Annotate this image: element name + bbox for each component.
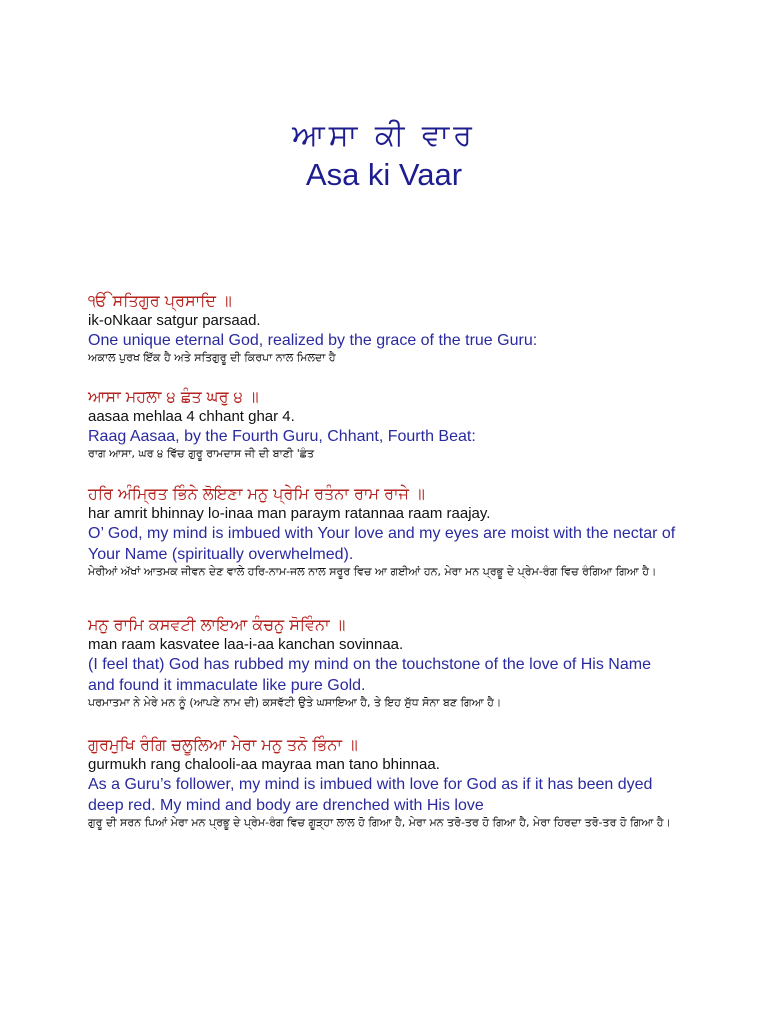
verse-punjabi-explanation: ਰਾਗ ਆਸਾ, ਘਰ ੪ ਵਿੱਚ ਗੁਰੂ ਰਾਮਦਾਸ ਜੀ ਦੀ ਬਾਣੀ 'ਛੰਤ [88, 447, 314, 460]
title-gurmukhi: ਆਸਾ ਕੀ ਵਾਰ [292, 118, 476, 153]
title-english: Asa ki Vaar [305, 157, 463, 192]
verse-transliteration: aasaa mehlaa 4 chhant ghar 4. [88, 408, 295, 425]
verse-english-translation: Raag Aasaa, by the Fourth Guru, Chhant, Fourth Beat: [88, 428, 476, 445]
verse-punjabi-explanation: ਮੇਰੀਆਂ ਅੱਖਾਂ ਆਤਮਕ ਜੀਵਨ ਦੇਣ ਵਾਲੇ ਹਰਿ-ਨਾਮ-ਜਲ ਨਾਲ ਸਰੂਰ ਵਿਚ ਆ ਗਈਆਂ ਹਨ, ਮੇਰਾ ਮਨ ਪ੍ਰਭੂ ਦੇ ਪ੍ਰੇਮ-ਰੰਗ ਵਿਚ ਰੰਗਿਆ ਗਿਆ ਹੈ। [88, 565, 657, 578]
verse-gurmukhi: ਹਰਿ ਅੰਮ੍ਰਿਤ ਭਿੰਨੇ ਲੋਇਣਾ ਮਨੁ ਪ੍ਰੇਮਿ ਰਤੰਨਾ ਰਾਮ ਰਾਜੇ ॥ [88, 484, 425, 503]
verse-english-translation: One unique eternal God, realized by the grace of the true Guru: [88, 332, 538, 349]
verse-transliteration: man raam kasvatee laa-i-aa kanchan sovinnaa. [88, 636, 404, 653]
verse-block [88, 387, 678, 461]
verse-punjabi-explanation: ਗੁਰੂ ਦੀ ਸਰਨ ਪਿਆਂ ਮੇਰਾ ਮਨ ਪ੍ਰਭੂ ਦੇ ਪ੍ਰੇਮ-ਰੰਗ ਵਿਚ ਗੂੜ੍ਹਾ ਲਾਲ ਹੋ ਗਿਆ ਹੈ, ਮੇਰਾ ਮਨ ਤਰੋ-ਤਰ ਹੋ ਗਿਆ ਹੈ, ਮੇਰਾ ਹਿਰਦਾ ਤਰੋ-ਤਰ ਹੋ ਗਿਆ ਹੈ। [88, 816, 671, 829]
verse-english-translation: (I feel that) God has rubbed my mind on the touchstone of the love of His Name and found it immaculate like pure Gold. [88, 656, 651, 694]
verse-block [88, 484, 678, 579]
verse-block [88, 735, 678, 830]
verse-transliteration: gurmukh rang chalooli-aa mayraa man tano bhinnaa. [88, 756, 440, 773]
verse-gurmukhi: ਮਨੁ ਰਾਮਿ ਕਸਵਟੀ ਲਾਇਆ ਕੰਚਨੁ ਸੋਵਿੰਨਾ ॥ [88, 615, 346, 634]
verse-transliteration: ik-oNkaar satgur parsaad. [88, 312, 261, 329]
verse-block [88, 291, 678, 365]
verse-punjabi-explanation: ਅਕਾਲ ਪੁਰਖ ਇੱਕ ਹੈ ਅਤੇ ਸਤਿਗੁਰੂ ਦੀ ਕਿਰਪਾ ਨਾਲ ਮਿਲਦਾ ਹੈ [88, 351, 336, 364]
verse-gurmukhi: ਗੁਰਮੁਖਿ ਰੰਗਿ ਚਲੂਲਿਆ ਮੇਰਾ ਮਨੁ ਤਨੋ ਭਿੰਨਾ ॥ [88, 735, 358, 754]
verse-punjabi-explanation: ਪਰਮਾਤਮਾ ਨੇ ਮੇਰੇ ਮਨ ਨੂੰ (ਆਪਣੇ ਨਾਮ ਦੀ) ਕਸਵੱਟੀ ਉਤੇ ਘਸਾਇਆ ਹੈ, ਤੇ ਇਹ ਸੁੱਧ ਸੋਨਾ ਬਣ ਗਿਆ ਹੈ। [88, 696, 502, 709]
verse-english-translation: As a Guru’s follower, my mind is imbued with love for God as if it has been dyed deep red. My mind and body are drenched with His love [88, 776, 653, 814]
verse-gurmukhi: ਆਸਾ ਮਹਲਾ ੪ ਛੰਤ ਘਰੁ ੪ ॥ [88, 387, 259, 406]
verse-english-translation: O’ God, my mind is imbued with Your love and my eyes are moist with the nectar of Your Name (spiritually overwhelmed). [88, 525, 676, 563]
verse-block [88, 615, 678, 710]
verse-gurmukhi: ੴ ਸਤਿਗੁਰ ਪ੍ਰਸਾਦਿ ॥ [88, 291, 232, 310]
verse-transliteration: har amrit bhinnay lo-inaa man paraym ratannaa raam raajay. [88, 505, 491, 522]
